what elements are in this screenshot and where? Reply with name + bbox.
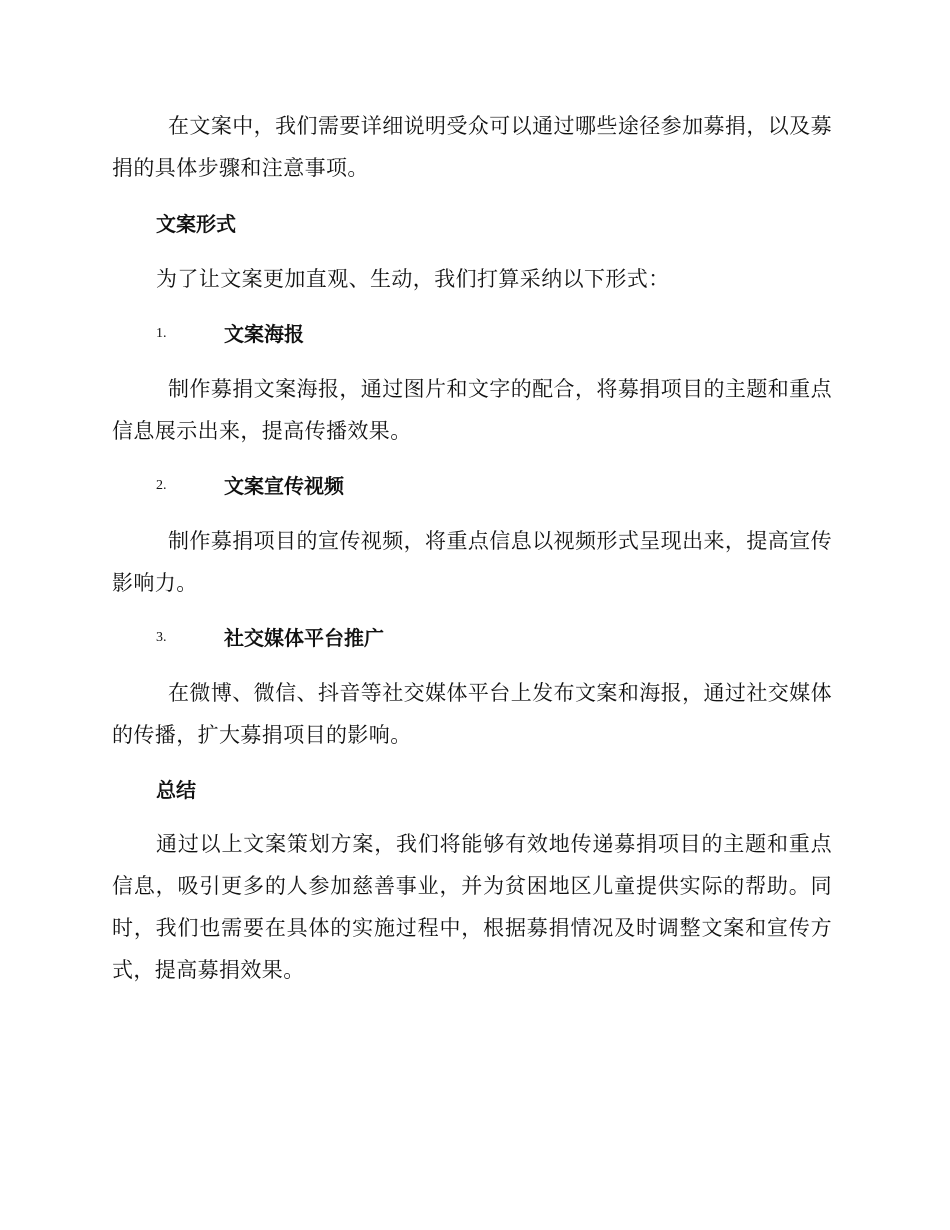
list-item-title: 文案宣传视频 [224, 474, 344, 498]
list-item-1-body: 制作募捐文案海报，通过图片和文字的配合，将募捐项目的主题和重点信息展示出来，提高传播效果。 [112, 377, 832, 443]
summary-paragraph: 通过以上文案策划方案，我们将能够有效地传递募捐项目的主题和重点信息，吸引更多的人参加慈善事业，并为贫困地区儿童提供实际的帮助。同时，我们也需要在具体的实施过程中，根据募捐情况及时调整文案和宣传方式，提高募捐效果。 [112, 832, 832, 982]
list-number: 2. [156, 478, 167, 493]
list-item-title: 社交媒体平台推广 [224, 626, 384, 650]
list-number: 1. [156, 326, 167, 341]
list-item-title: 文案海报 [224, 322, 304, 346]
list-item-2-body: 制作募捐项目的宣传视频，将重点信息以视频形式呈现出来，提高宣传影响力。 [112, 529, 832, 595]
section-heading-summary: 总结 [156, 778, 196, 802]
intro-paragraph: 在文案中，我们需要详细说明受众可以通过哪些途径参加募捐，以及募捐的具体步骤和注意事项。 [112, 114, 832, 180]
section-heading-form: 文案形式 [156, 212, 236, 236]
list-number: 3. [156, 630, 167, 645]
list-item-3-body: 在微博、微信、抖音等社交媒体平台上发布文案和海报，通过社交媒体的传播，扩大募捐项目的影响。 [112, 681, 832, 747]
form-lead-paragraph: 为了让文案更加直观、生动，我们打算采纳以下形式： [156, 267, 670, 291]
